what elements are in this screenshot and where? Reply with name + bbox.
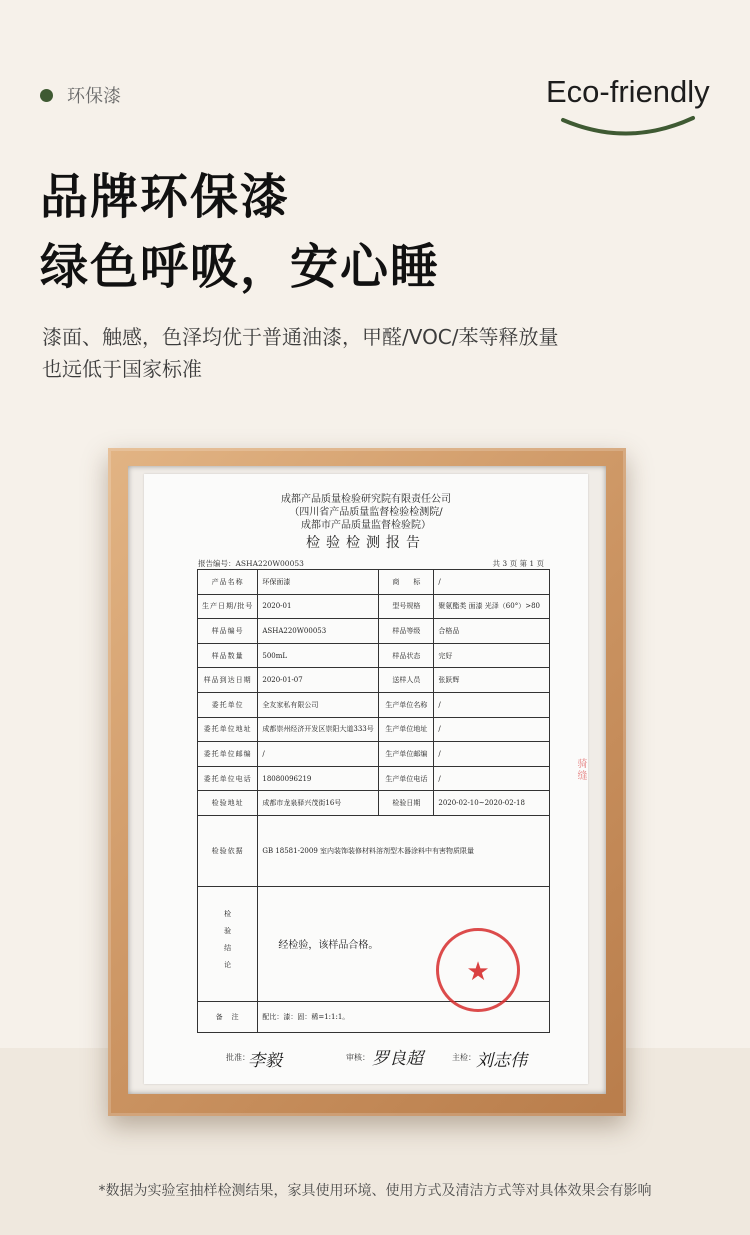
cert-row bbox=[198, 668, 550, 693]
cert-field-value: 完好 bbox=[434, 643, 550, 668]
cert-conclusion-label: 检验结论 bbox=[223, 909, 232, 978]
cert-field-value: 全友家私有限公司 bbox=[258, 692, 379, 717]
cert-row bbox=[198, 619, 550, 644]
cert-field-label: 委托单位 bbox=[198, 692, 258, 717]
cert-row bbox=[198, 717, 550, 742]
cert-conclusion-value: 经检验，该样品合格。 bbox=[278, 940, 379, 952]
cert-field-label: 样品状态 bbox=[379, 643, 434, 668]
seam-stamp-icon: 骑缝 bbox=[575, 758, 586, 782]
cert-field-label: 生产单位邮编 bbox=[379, 742, 434, 767]
cert-field-label: 生产单位名称 bbox=[379, 692, 434, 717]
headline-line-2: 绿色呼吸，安心睡 bbox=[40, 239, 441, 295]
cert-field-label: 产品名称 bbox=[198, 570, 258, 595]
cert-field-value: 2020-01 bbox=[258, 594, 379, 619]
cert-row bbox=[198, 791, 550, 816]
inspect-label: 主检： bbox=[452, 1053, 476, 1062]
cert-field-value: / bbox=[434, 570, 550, 595]
cert-field-label: 送样人员 bbox=[379, 668, 434, 693]
cert-field-label: 商 标 bbox=[379, 570, 434, 595]
cert-org-line-3: 成都市产品质量监督检验院） bbox=[301, 520, 431, 531]
cert-field-label: 生产单位地址 bbox=[379, 717, 434, 742]
cert-field-label: 检验日期 bbox=[379, 791, 434, 816]
cert-field-label: 样品等级 bbox=[379, 619, 434, 644]
cert-field-value: 2020-02-10~2020-02-18 bbox=[434, 791, 550, 816]
cert-field-label: 型号规格 bbox=[379, 594, 434, 619]
cert-org-line-2: （四川省产品质量监督检验检测院/ bbox=[289, 507, 443, 518]
seal-star-icon: ★ bbox=[466, 957, 490, 987]
footnote: *数据为实验室抽样检测结果，家具使用环境、使用方式及清洁方式等对具体效果会有影响 bbox=[98, 1183, 652, 1199]
category-tag bbox=[40, 82, 121, 108]
cert-basis-label: 检验依据 bbox=[198, 815, 258, 886]
cert-field-value: 聚氨酯类 面漆 光泽（60°）>80 bbox=[434, 594, 550, 619]
cert-report-number: 报告编号：ASHA220W00053 bbox=[198, 559, 304, 568]
cert-field-value: 合格品 bbox=[434, 619, 550, 644]
cert-field-value: 2020-01-07 bbox=[258, 668, 379, 693]
cert-row bbox=[198, 570, 550, 595]
cert-field-value: / bbox=[258, 742, 379, 767]
review-label: 审核： bbox=[346, 1053, 370, 1062]
certificate-paper bbox=[144, 474, 588, 1084]
cert-field-label: 委托单位地址 bbox=[198, 717, 258, 742]
cert-field-value: / bbox=[434, 692, 550, 717]
description-line-1: 漆面、触感，色泽均优于普通油漆，甲醛/VOC/苯等释放量 bbox=[42, 325, 559, 349]
cert-title: 检验检测报告 bbox=[306, 535, 426, 551]
cert-field-value: 18080096219 bbox=[258, 766, 379, 791]
cert-field-value: / bbox=[434, 717, 550, 742]
cert-field-label: 生产单位电话 bbox=[379, 766, 434, 791]
green-dot-icon bbox=[40, 89, 53, 102]
approve-signature: 李毅 bbox=[248, 1051, 282, 1071]
cert-field-label: 样品编号 bbox=[198, 619, 258, 644]
description-line-2: 也远低于国家标准 bbox=[42, 357, 202, 381]
cert-org-line-1: 成都产品质量检验研究院有限责任公司 bbox=[281, 494, 451, 505]
cert-field-label: 生产日期/批号 bbox=[198, 594, 258, 619]
cert-field-value: 张跃辉 bbox=[434, 668, 550, 693]
cert-remark-label: 备 注 bbox=[198, 1001, 258, 1032]
cert-basis-row bbox=[198, 815, 550, 886]
category-tag-label: 环保漆 bbox=[67, 86, 121, 107]
cert-basis-value: GB 18581-2009 室内装饰装修材料溶剂型木器涂料中有害物质限量 bbox=[258, 815, 550, 886]
cert-remark-value: 配比：漆：固：稀=1:1:1。 bbox=[258, 1001, 550, 1032]
inspect-signature: 刘志伟 bbox=[476, 1051, 527, 1071]
review-signature: 罗良超 bbox=[372, 1049, 423, 1069]
cert-field-label: 委托单位邮编 bbox=[198, 742, 258, 767]
cert-field-value: 环保面漆 bbox=[258, 570, 379, 595]
cert-row bbox=[198, 643, 550, 668]
eco-friendly-badge: Eco-friendly bbox=[546, 74, 710, 109]
swoosh-icon bbox=[560, 114, 696, 140]
official-seal-icon bbox=[436, 928, 520, 1012]
cert-field-value: 成都市龙泉驿兴茂街16号 bbox=[258, 791, 379, 816]
cert-field-label: 样品到达日期 bbox=[198, 668, 258, 693]
cert-page-number: 共 3 页 第 1 页 bbox=[492, 559, 544, 568]
cert-field-value: / bbox=[434, 742, 550, 767]
cert-row bbox=[198, 692, 550, 717]
cert-field-value: ASHA220W00053 bbox=[258, 619, 379, 644]
headline-line-1: 品牌环保漆 bbox=[40, 169, 291, 225]
cert-field-value: 500mL bbox=[258, 643, 379, 668]
cert-field-value: 成都崇州经济开发区崇阳大道333号 bbox=[258, 717, 379, 742]
cert-field-label: 检验地址 bbox=[198, 791, 258, 816]
cert-row bbox=[198, 594, 550, 619]
cert-field-label: 委托单位电话 bbox=[198, 766, 258, 791]
cert-field-value: / bbox=[434, 766, 550, 791]
approve-label: 批准： bbox=[226, 1053, 250, 1062]
cert-row bbox=[198, 766, 550, 791]
cert-field-label: 样品数量 bbox=[198, 643, 258, 668]
cert-row bbox=[198, 742, 550, 767]
